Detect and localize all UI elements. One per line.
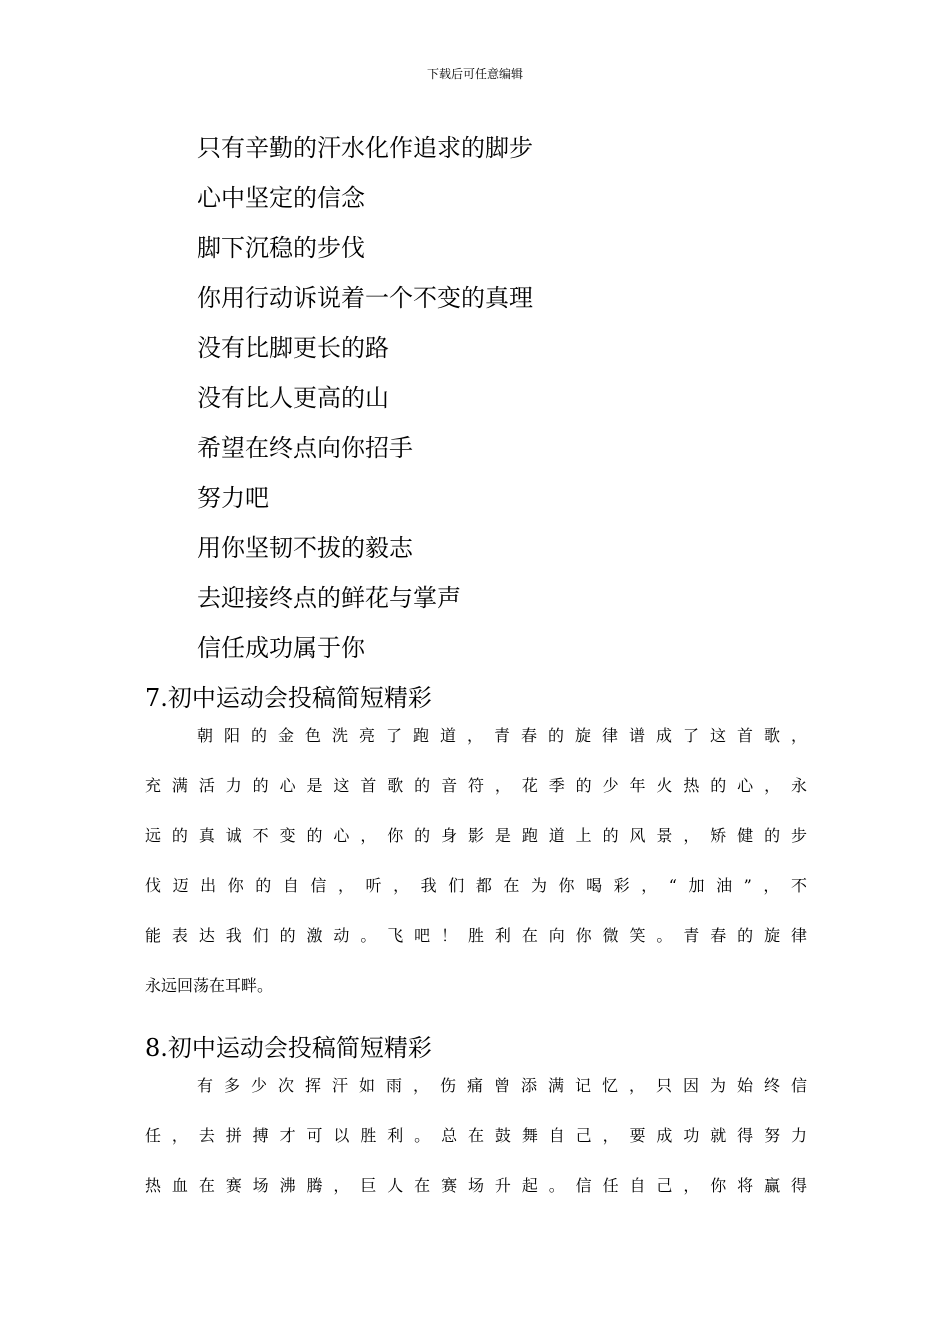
- section-7-paragraph: [145, 723, 807, 1023]
- section-7-title: 7.初中运动会投稿简短精彩: [145, 684, 432, 712]
- poem: [145, 123, 807, 673]
- poem-line: 去迎接终点的鲜花与掌声: [197, 584, 461, 612]
- poem-line: 你用行动诉说着一个不变的真理: [197, 284, 533, 312]
- paragraph-line: 任，去拼搏才可以胜利。总在鼓舞自己，要成功就得努力: [145, 1126, 807, 1145]
- paragraph-line: 能表达我们的激动。飞吧！胜利在向你微笑。青春的旋律: [145, 926, 807, 945]
- paragraph-line: 远的真诚不变的心，你的身影是跑道上的风景，矫健的步: [145, 826, 807, 845]
- poem-line: 脚下沉稳的步伐: [197, 234, 365, 262]
- paragraph-line: 永远回荡在耳畔。: [145, 976, 274, 995]
- poem-line: 希望在终点向你招手: [197, 434, 413, 462]
- paragraph-line: 朝阳的金色洗亮了跑道，青春的旋律谱成了这首歌，: [197, 726, 807, 745]
- poem-line: 只有辛勤的汗水化作追求的脚步: [197, 134, 533, 162]
- poem-line: 努力吧: [197, 484, 269, 512]
- page-header: 下载后可任意编辑: [426, 67, 523, 81]
- document-body: [145, 123, 807, 1223]
- section-8-title: 8.初中运动会投稿简短精彩: [145, 1034, 432, 1062]
- poem-line: 没有比人更高的山: [197, 384, 389, 412]
- paragraph-line: 伐迈出你的自信，听，我们都在为你喝彩，“加油”，不: [145, 876, 807, 895]
- paragraph-line: 充满活力的心是这首歌的音符，花季的少年火热的心，永: [145, 776, 807, 795]
- paragraph-line: 热血在赛场沸腾，巨人在赛场升起。信任自己，你将赢得: [145, 1176, 807, 1195]
- paragraph-line: 有多少次挥汗如雨，伤痛曾添满记忆，只因为始终信: [197, 1076, 807, 1095]
- poem-line: 心中坚定的信念: [197, 184, 365, 212]
- poem-line: 没有比脚更长的路: [197, 334, 389, 362]
- poem-line: 信任成功属于你: [197, 634, 365, 662]
- poem-line: 用你坚韧不拔的毅志: [197, 534, 413, 562]
- section-8-paragraph: [145, 1073, 807, 1223]
